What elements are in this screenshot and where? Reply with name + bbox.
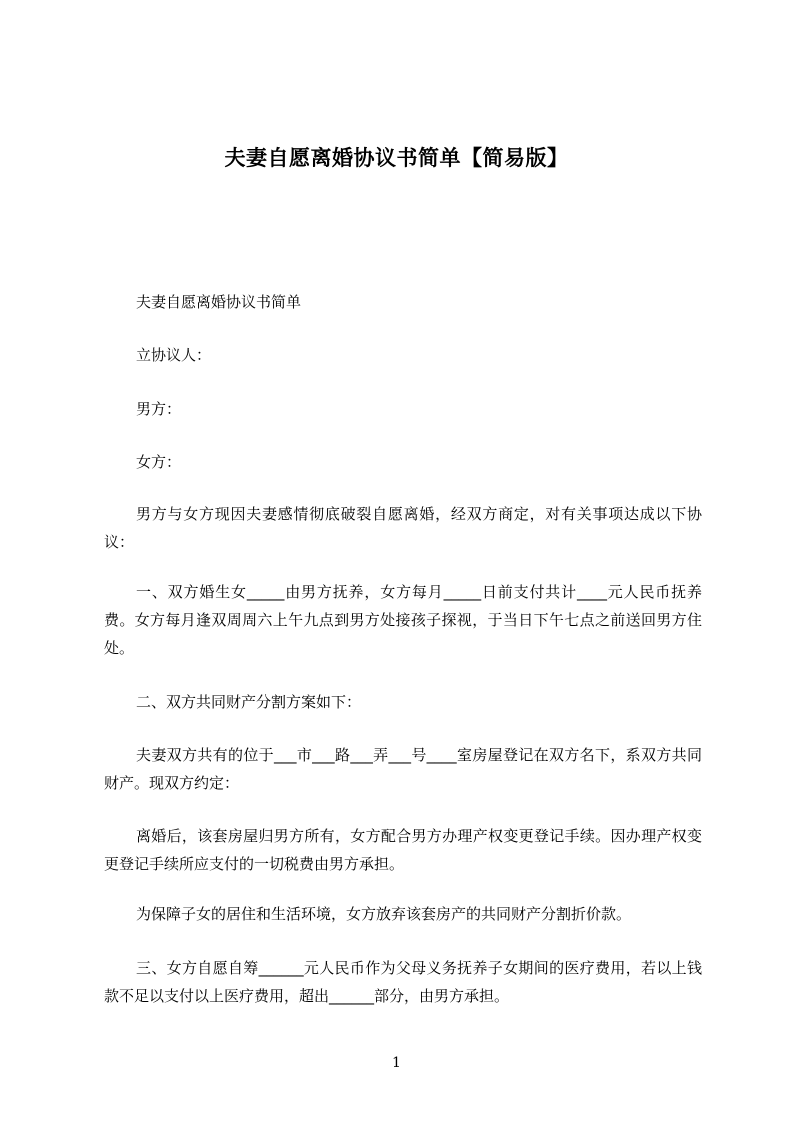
clause-property-after-divorce: 离婚后，该套房屋归男方所有，女方配合男方办理产权变更登记手续。因办理产权变更登记手续所应支付的一切税费由男方承担。	[104, 827, 702, 873]
party-heading: 立协议人：	[136, 346, 212, 364]
clause-medical-expenses: 三、女方自愿自筹______元人民币作为父母义务抚养子女期间的医疗费用，若以上钱款不足以支付以上医疗费用，超出______部分，由男方承担。	[104, 959, 702, 1005]
male-party-field: 男方：	[136, 400, 182, 418]
subtitle-paragraph: 夫妻自愿离婚协议书简单	[136, 293, 302, 311]
document-title: 夫妻自愿离婚协议书简单【简易版】	[224, 146, 569, 170]
clause-child-custody: 一、双方婚生女_____由男方抚养，女方每月_____日前支付共计____元人民币抚养费。女方每月逢双周周六上午九点到男方处接孩子探视，于当日下午七点之前送回男方住处。	[104, 583, 702, 657]
page-number: 1	[392, 1055, 401, 1071]
preamble-paragraph: 男方与女方现因夫妻感情彻底破裂自愿离婚，经双方商定，对有关事项达成以下协议：	[104, 505, 702, 551]
female-party-field: 女方：	[136, 453, 182, 471]
clause-property-waiver: 为保障子女的居住和生活环境，女方放弃该套房产的共同财产分割折价款。	[136, 905, 632, 923]
clause-property-heading: 二、双方共同财产分割方案如下：	[136, 693, 362, 711]
clause-property-description: 夫妻双方共有的位于___市___路___弄___号____室房屋登记在双方名下，系双方共同财产。现双方约定：	[104, 746, 702, 792]
